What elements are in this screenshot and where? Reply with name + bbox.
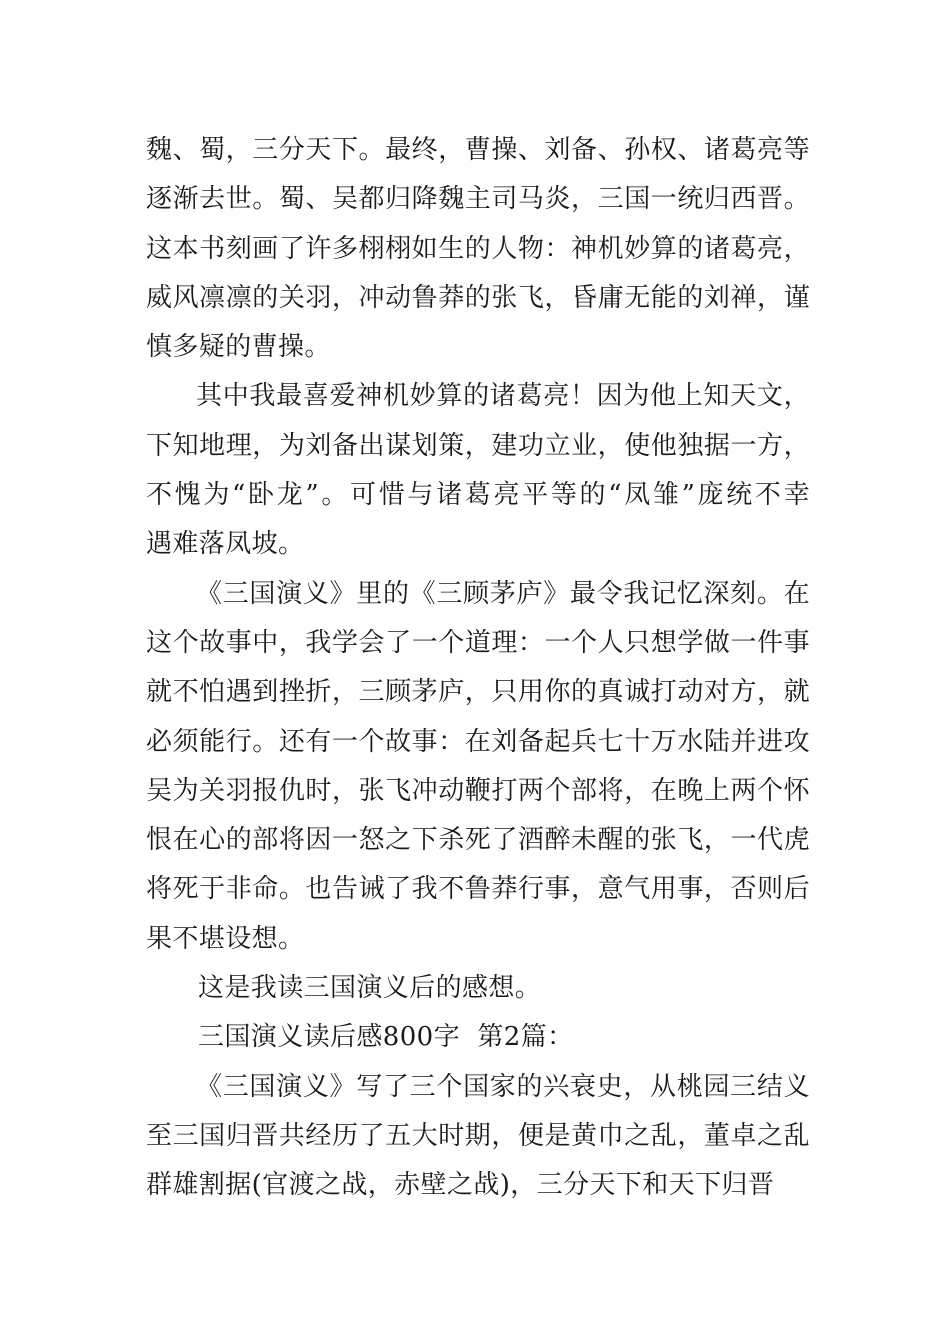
document-body [146, 126, 810, 1211]
text-line: 慎多疑的曹操。 [146, 332, 331, 363]
text-line: 《三国演义》里的《三顾茅庐》最令我记忆深刻。在 [196, 578, 810, 609]
text-line: 恨在心的部将因一怒之下杀死了酒醉未醒的张飞，一代虎 [146, 825, 810, 856]
text-line: 三国演义读后感800字 第2篇： [198, 1022, 574, 1053]
text-line: 这个故事中，我学会了一个道理：一个人只想学做一件事 [146, 627, 810, 658]
text-line: 其中我最喜爱神机妙算的诸葛亮！因为他上知天文， [196, 381, 810, 412]
paragraph [146, 570, 810, 964]
text-line: 群雄割据(官渡之战，赤壁之战)，三分天下和天下归晋 [146, 1170, 775, 1201]
text-line: 威风凛凛的关羽，冲动鲁莽的张飞，昏庸无能的刘禅，谨 [146, 282, 810, 313]
text-line: 吴为关羽报仇时，张飞冲动鞭打两个部将，在晚上两个怀 [146, 775, 810, 806]
text-line: 不愧为“卧龙”。可惜与诸葛亮平等的“凤雏”庞统不幸 [146, 480, 810, 511]
text-line: 遇难落凤坡。 [146, 529, 305, 560]
paragraph [146, 964, 810, 1013]
text-line: 这是我读三国演义后的感想。 [198, 973, 542, 1004]
text-line: 《三国演义》写了三个国家的兴衰史，从桃园三结义 [196, 1071, 810, 1102]
text-line: 至三国归晋共经历了五大时期，便是黄巾之乱，董卓之乱 [146, 1120, 810, 1151]
text-line: 将死于非命。也告诫了我不鲁莽行事，意气用事，否则后 [146, 874, 810, 905]
text-line: 这本书刻画了许多栩栩如生的人物：神机妙算的诸葛亮， [146, 233, 810, 264]
text-line: 逐渐去世。蜀、吴都归降魏主司马炎，三国一统归西晋。 [146, 184, 810, 215]
text-line: 下知地理，为刘备出谋划策，建功立业，使他独据一方， [146, 430, 810, 461]
section-heading [146, 1013, 810, 1062]
paragraph [146, 126, 810, 372]
text-line: 果不堪设想。 [146, 923, 305, 954]
paragraph [146, 372, 810, 569]
text-line: 魏、蜀，三分天下。最终，曹操、刘备、孙权、诸葛亮等 [146, 135, 810, 165]
paragraph [146, 1063, 810, 1211]
text-line: 必须能行。还有一个故事：在刘备起兵七十万水陆并进攻 [146, 726, 810, 757]
text-line: 就不怕遇到挫折，三顾茅庐，只用你的真诚打动对方，就 [146, 677, 810, 708]
